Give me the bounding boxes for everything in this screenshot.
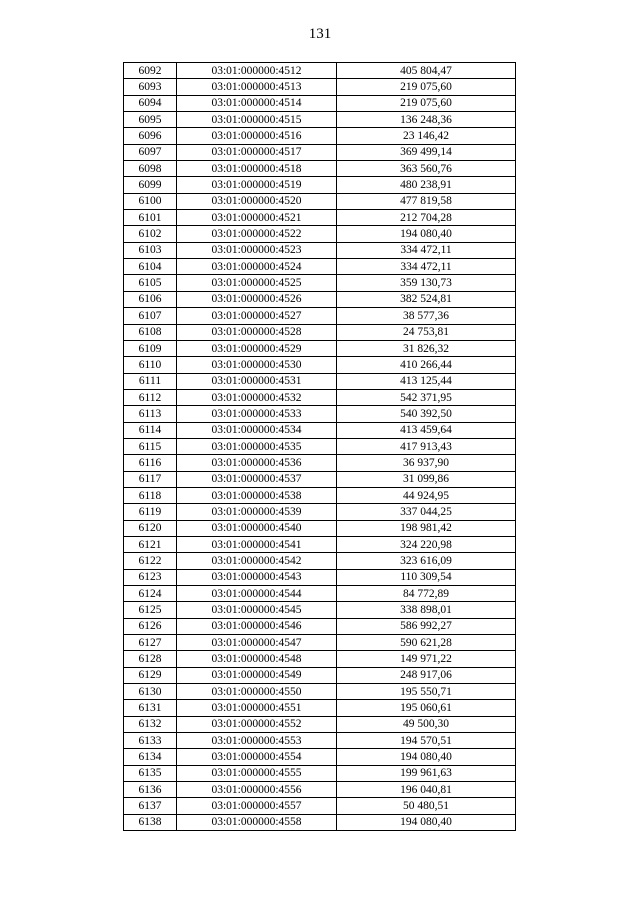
- cadastral-value-cell: 196 040,81: [337, 782, 516, 798]
- row-number-cell: 6098: [124, 161, 177, 177]
- cadastral-value-cell: 31 099,86: [337, 471, 516, 487]
- cadastral-number-cell: 03:01:000000:4524: [177, 259, 337, 275]
- cadastral-number-cell: 03:01:000000:4513: [177, 79, 337, 95]
- table-row: [124, 586, 516, 602]
- cadastral-value-cell: 334 472,11: [337, 259, 516, 275]
- table-row: [124, 210, 516, 226]
- row-number-cell: 6115: [124, 438, 177, 454]
- table-row: [124, 406, 516, 422]
- row-number-cell: 6131: [124, 700, 177, 716]
- cadastral-number-cell: 03:01:000000:4526: [177, 291, 337, 307]
- table-row: [124, 79, 516, 95]
- row-number-cell: 6111: [124, 373, 177, 389]
- cadastral-number-cell: 03:01:000000:4533: [177, 406, 337, 422]
- row-number-cell: 6104: [124, 259, 177, 275]
- row-number-cell: 6117: [124, 471, 177, 487]
- table-row: [124, 438, 516, 454]
- cadastral-value-cell: 417 913,43: [337, 438, 516, 454]
- cadastral-number-cell: 03:01:000000:4540: [177, 520, 337, 536]
- table-row: [124, 63, 516, 79]
- cadastral-number-cell: 03:01:000000:4514: [177, 95, 337, 111]
- row-number-cell: 6092: [124, 63, 177, 79]
- table-row: [124, 291, 516, 307]
- cadastral-number-cell: 03:01:000000:4529: [177, 340, 337, 356]
- table-row: [124, 569, 516, 585]
- cadastral-value-cell: 195 550,71: [337, 684, 516, 700]
- row-number-cell: 6135: [124, 765, 177, 781]
- table-row: [124, 700, 516, 716]
- table-row: [124, 520, 516, 536]
- cadastral-value-cell: 110 309,54: [337, 569, 516, 585]
- row-number-cell: 6105: [124, 275, 177, 291]
- table-row: [124, 259, 516, 275]
- cadastral-number-cell: 03:01:000000:4550: [177, 684, 337, 700]
- cadastral-value-cell: 36 937,90: [337, 455, 516, 471]
- table-body: [124, 63, 516, 831]
- table-row: [124, 471, 516, 487]
- cadastral-value-cell: 23 146,42: [337, 128, 516, 144]
- cadastral-value-cell: 149 971,22: [337, 651, 516, 667]
- cadastral-number-cell: 03:01:000000:4554: [177, 749, 337, 765]
- cadastral-value-cell: 194 080,40: [337, 814, 516, 830]
- cadastral-number-cell: 03:01:000000:4518: [177, 161, 337, 177]
- table-row: [124, 684, 516, 700]
- cadastral-number-cell: 03:01:000000:4556: [177, 782, 337, 798]
- row-number-cell: 6126: [124, 618, 177, 634]
- cadastral-value-cell: 410 266,44: [337, 357, 516, 373]
- table-row: [124, 536, 516, 552]
- row-number-cell: 6137: [124, 798, 177, 814]
- table-row: [124, 422, 516, 438]
- cadastral-value-cell: 477 819,58: [337, 193, 516, 209]
- row-number-cell: 6136: [124, 782, 177, 798]
- table-row: [124, 635, 516, 651]
- cadastral-value-cell: 540 392,50: [337, 406, 516, 422]
- cadastral-number-cell: 03:01:000000:4525: [177, 275, 337, 291]
- cadastral-number-cell: 03:01:000000:4557: [177, 798, 337, 814]
- row-number-cell: 6130: [124, 684, 177, 700]
- cadastral-value-cell: 542 371,95: [337, 389, 516, 405]
- table-row: [124, 324, 516, 340]
- cadastral-number-cell: 03:01:000000:4549: [177, 667, 337, 683]
- cadastral-value-cell: 84 772,89: [337, 586, 516, 602]
- row-number-cell: 6096: [124, 128, 177, 144]
- row-number-cell: 6124: [124, 586, 177, 602]
- cadastral-number-cell: 03:01:000000:4512: [177, 63, 337, 79]
- row-number-cell: 6134: [124, 749, 177, 765]
- cadastral-value-cell: 363 560,76: [337, 161, 516, 177]
- row-number-cell: 6132: [124, 716, 177, 732]
- table-row: [124, 128, 516, 144]
- cadastral-number-cell: 03:01:000000:4520: [177, 193, 337, 209]
- cadastral-number-cell: 03:01:000000:4558: [177, 814, 337, 830]
- cadastral-value-cell: 31 826,32: [337, 340, 516, 356]
- row-number-cell: 6121: [124, 536, 177, 552]
- cadastral-value-cell: 212 704,28: [337, 210, 516, 226]
- row-number-cell: 6101: [124, 210, 177, 226]
- table-row: [124, 798, 516, 814]
- cadastral-value-cell: 334 472,11: [337, 242, 516, 258]
- cadastral-number-cell: 03:01:000000:4515: [177, 112, 337, 128]
- cadastral-value-table: [123, 62, 516, 831]
- cadastral-number-cell: 03:01:000000:4545: [177, 602, 337, 618]
- cadastral-number-cell: 03:01:000000:4523: [177, 242, 337, 258]
- cadastral-value-cell: 382 524,81: [337, 291, 516, 307]
- cadastral-number-cell: 03:01:000000:4536: [177, 455, 337, 471]
- cadastral-value-cell: 248 917,06: [337, 667, 516, 683]
- table-row: [124, 161, 516, 177]
- row-number-cell: 6138: [124, 814, 177, 830]
- table-row: [124, 618, 516, 634]
- cadastral-value-cell: 219 075,60: [337, 95, 516, 111]
- table-row: [124, 504, 516, 520]
- table-row: [124, 308, 516, 324]
- cadastral-number-cell: 03:01:000000:4551: [177, 700, 337, 716]
- row-number-cell: 6113: [124, 406, 177, 422]
- cadastral-value-cell: 480 238,91: [337, 177, 516, 193]
- cadastral-number-cell: 03:01:000000:4534: [177, 422, 337, 438]
- table-row: [124, 112, 516, 128]
- cadastral-number-cell: 03:01:000000:4544: [177, 586, 337, 602]
- table-row: [124, 716, 516, 732]
- cadastral-number-cell: 03:01:000000:4537: [177, 471, 337, 487]
- cadastral-number-cell: 03:01:000000:4521: [177, 210, 337, 226]
- row-number-cell: 6106: [124, 291, 177, 307]
- cadastral-value-cell: 590 621,28: [337, 635, 516, 651]
- row-number-cell: 6102: [124, 226, 177, 242]
- row-number-cell: 6122: [124, 553, 177, 569]
- row-number-cell: 6093: [124, 79, 177, 95]
- row-number-cell: 6109: [124, 340, 177, 356]
- table-row: [124, 275, 516, 291]
- cadastral-value-cell: 38 577,36: [337, 308, 516, 324]
- cadastral-number-cell: 03:01:000000:4517: [177, 144, 337, 160]
- table-row: [124, 373, 516, 389]
- page-number: 131: [308, 26, 332, 42]
- cadastral-value-cell: 195 060,61: [337, 700, 516, 716]
- cadastral-number-cell: 03:01:000000:4516: [177, 128, 337, 144]
- cadastral-number-cell: 03:01:000000:4543: [177, 569, 337, 585]
- cadastral-number-cell: 03:01:000000:4531: [177, 373, 337, 389]
- cadastral-value-cell: 338 898,01: [337, 602, 516, 618]
- cadastral-number-cell: 03:01:000000:4552: [177, 716, 337, 732]
- table-row: [124, 95, 516, 111]
- cadastral-value-cell: 324 220,98: [337, 536, 516, 552]
- row-number-cell: 6127: [124, 635, 177, 651]
- row-number-cell: 6100: [124, 193, 177, 209]
- cadastral-value-cell: 405 804,47: [337, 63, 516, 79]
- table-row: [124, 487, 516, 503]
- row-number-cell: 6094: [124, 95, 177, 111]
- table-row: [124, 389, 516, 405]
- table-row: [124, 814, 516, 830]
- row-number-cell: 6108: [124, 324, 177, 340]
- cadastral-value-cell: 413 125,44: [337, 373, 516, 389]
- cadastral-value-cell: 337 044,25: [337, 504, 516, 520]
- cadastral-value-cell: 49 500,30: [337, 716, 516, 732]
- row-number-cell: 6114: [124, 422, 177, 438]
- row-number-cell: 6097: [124, 144, 177, 160]
- row-number-cell: 6112: [124, 389, 177, 405]
- row-number-cell: 6120: [124, 520, 177, 536]
- cadastral-number-cell: 03:01:000000:4519: [177, 177, 337, 193]
- row-number-cell: 6123: [124, 569, 177, 585]
- cadastral-number-cell: 03:01:000000:4546: [177, 618, 337, 634]
- table-row: [124, 455, 516, 471]
- cadastral-value-cell: 586 992,27: [337, 618, 516, 634]
- table-row: [124, 177, 516, 193]
- table-row: [124, 242, 516, 258]
- cadastral-value-cell: 194 080,40: [337, 226, 516, 242]
- row-number-cell: 6119: [124, 504, 177, 520]
- cadastral-value-cell: 219 075,60: [337, 79, 516, 95]
- cadastral-number-cell: 03:01:000000:4542: [177, 553, 337, 569]
- cadastral-value-cell: 323 616,09: [337, 553, 516, 569]
- row-number-cell: 6099: [124, 177, 177, 193]
- cadastral-value-cell: 199 961,63: [337, 765, 516, 781]
- cadastral-number-cell: 03:01:000000:4535: [177, 438, 337, 454]
- table-row: [124, 193, 516, 209]
- table-row: [124, 749, 516, 765]
- cadastral-value-cell: 413 459,64: [337, 422, 516, 438]
- cadastral-number-cell: 03:01:000000:4530: [177, 357, 337, 373]
- row-number-cell: 6110: [124, 357, 177, 373]
- cadastral-number-cell: 03:01:000000:4527: [177, 308, 337, 324]
- row-number-cell: 6103: [124, 242, 177, 258]
- cadastral-number-cell: 03:01:000000:4553: [177, 733, 337, 749]
- table-row: [124, 667, 516, 683]
- cadastral-number-cell: 03:01:000000:4538: [177, 487, 337, 503]
- row-number-cell: 6118: [124, 487, 177, 503]
- cadastral-value-cell: 24 753,81: [337, 324, 516, 340]
- cadastral-value-cell: 136 248,36: [337, 112, 516, 128]
- table-row: [124, 357, 516, 373]
- cadastral-number-cell: 03:01:000000:4547: [177, 635, 337, 651]
- table-row: [124, 602, 516, 618]
- row-number-cell: 6095: [124, 112, 177, 128]
- cadastral-number-cell: 03:01:000000:4548: [177, 651, 337, 667]
- row-number-cell: 6116: [124, 455, 177, 471]
- table-row: [124, 651, 516, 667]
- table-row: [124, 782, 516, 798]
- cadastral-number-cell: 03:01:000000:4541: [177, 536, 337, 552]
- table-row: [124, 144, 516, 160]
- cadastral-number-cell: 03:01:000000:4528: [177, 324, 337, 340]
- table-row: [124, 226, 516, 242]
- table-row: [124, 340, 516, 356]
- table-row: [124, 553, 516, 569]
- cadastral-value-cell: 369 499,14: [337, 144, 516, 160]
- row-number-cell: 6128: [124, 651, 177, 667]
- cadastral-value-cell: 359 130,73: [337, 275, 516, 291]
- cadastral-number-cell: 03:01:000000:4522: [177, 226, 337, 242]
- row-number-cell: 6129: [124, 667, 177, 683]
- cadastral-value-cell: 194 570,51: [337, 733, 516, 749]
- cadastral-number-cell: 03:01:000000:4539: [177, 504, 337, 520]
- cadastral-value-cell: 198 981,42: [337, 520, 516, 536]
- row-number-cell: 6125: [124, 602, 177, 618]
- cadastral-value-cell: 50 480,51: [337, 798, 516, 814]
- table-row: [124, 733, 516, 749]
- cadastral-value-cell: 194 080,40: [337, 749, 516, 765]
- row-number-cell: 6133: [124, 733, 177, 749]
- row-number-cell: 6107: [124, 308, 177, 324]
- cadastral-number-cell: 03:01:000000:4555: [177, 765, 337, 781]
- cadastral-number-cell: 03:01:000000:4532: [177, 389, 337, 405]
- cadastral-value-cell: 44 924,95: [337, 487, 516, 503]
- table-row: [124, 765, 516, 781]
